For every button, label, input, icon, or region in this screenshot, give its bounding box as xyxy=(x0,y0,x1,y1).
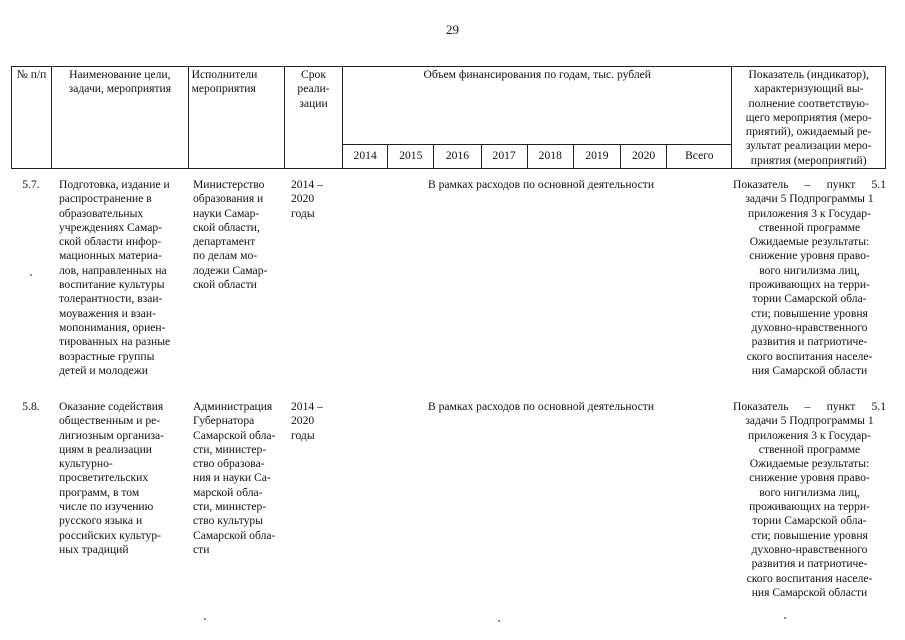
page-number: 29 xyxy=(446,22,459,37)
scan-dot xyxy=(30,274,32,276)
row-indicator: Показатель – пункт 5.1 задачи 5 Подпрограммы 1 приложения 3 к Государ- ственной программе Ожидаемые результаты: снижение уровня право- вого нигилизма лиц, проживающих на терри- тории Самарской обла- сти; повышение уровня духовно-нравственного развития и патриотиче- ского воспитания населе- ния Самарской области xyxy=(733,178,886,377)
header-indicator-line: характеризующий вы- xyxy=(753,82,864,96)
scan-dot xyxy=(498,620,500,622)
row-executors: Администрация Губернатора Самарской обла- сти, министер- ство образова- ния и науки Са- марской обла- сти, министер- ство культуры Самарской обла- сти xyxy=(193,400,276,556)
header-year: 2020 xyxy=(621,144,667,168)
header-year: 2017 xyxy=(481,144,527,168)
header-year: 2015 xyxy=(388,144,434,168)
header-year: 2019 xyxy=(573,144,620,168)
header-indicator-line: приятия (мероприятий) xyxy=(750,153,867,167)
row-term: 2014 – 2020 годы xyxy=(291,178,323,220)
row-name: Подготовка, издание и распространение в образовательных учреждениях Самар- ской области инфор- мационных материа- лов, направленных на воспитание культуры толерантности, взаи- моуважения и взаи- мопонимания, ориен- тированных на разные возрастные группы детей и молодежи xyxy=(59,178,171,377)
scan-dot xyxy=(204,618,206,620)
header-year: 2018 xyxy=(527,144,573,168)
table-header xyxy=(11,66,886,169)
header-term: Срок реали-зации xyxy=(284,67,342,169)
row-number: 5.7. xyxy=(22,178,40,191)
row-financing: В рамках расходов по основной деятельности xyxy=(427,400,655,413)
scan-dot xyxy=(784,617,786,619)
header-indicator xyxy=(732,67,886,169)
header-financing: Объем финансирования по годам, тыс. рублей xyxy=(343,67,732,145)
row-indicator: Показатель – пункт 5.1 задачи 5 Подпрограммы 1 приложения 3 к Государ- ственной программе Ожидаемые результаты: снижение уровня право- вого нигилизма лиц, проживающих на терри- тории Самарской обла- сти; повышение уровня духовно-нравственного развития и патриотиче- ского воспитания населе- ния Самарской области xyxy=(733,400,886,599)
row-executors: Министерство образования и науки Самар- ской области, департамент по делам мо- лодежи Самар- ской области xyxy=(193,178,268,292)
header-indicator-line: полнение соответствую- xyxy=(748,96,869,110)
header-executors: Исполнители мероприятия xyxy=(188,67,284,169)
row-financing: В рамках расходов по основной деятельности xyxy=(427,178,655,191)
header-year: 2014 xyxy=(343,144,388,168)
row-name: Оказание содействия общественным и ре- лигиозным организа- циям в реализации культурно- просветительских программ, в том числе по изучению русского языка и российских культур- ных традиций xyxy=(59,400,165,556)
header-name: Наименование цели, задачи, мероприятия xyxy=(52,67,188,169)
header-num: № п/п xyxy=(12,67,52,169)
header-indicator-line: зультат реализации меро- xyxy=(745,139,872,153)
header-year: 2016 xyxy=(434,144,481,168)
header-indicator-line: Показатель (индикатор), xyxy=(748,68,869,81)
row-number: 5.8. xyxy=(22,400,40,413)
header-year-total: Всего xyxy=(667,144,732,168)
header-indicator-line: щего мероприятия (меро- xyxy=(745,110,872,124)
header-indicator-line: приятий), ожидаемый ре- xyxy=(745,125,872,139)
scan-artifacts xyxy=(0,612,905,622)
row-term: 2014 – 2020 годы xyxy=(291,400,323,442)
